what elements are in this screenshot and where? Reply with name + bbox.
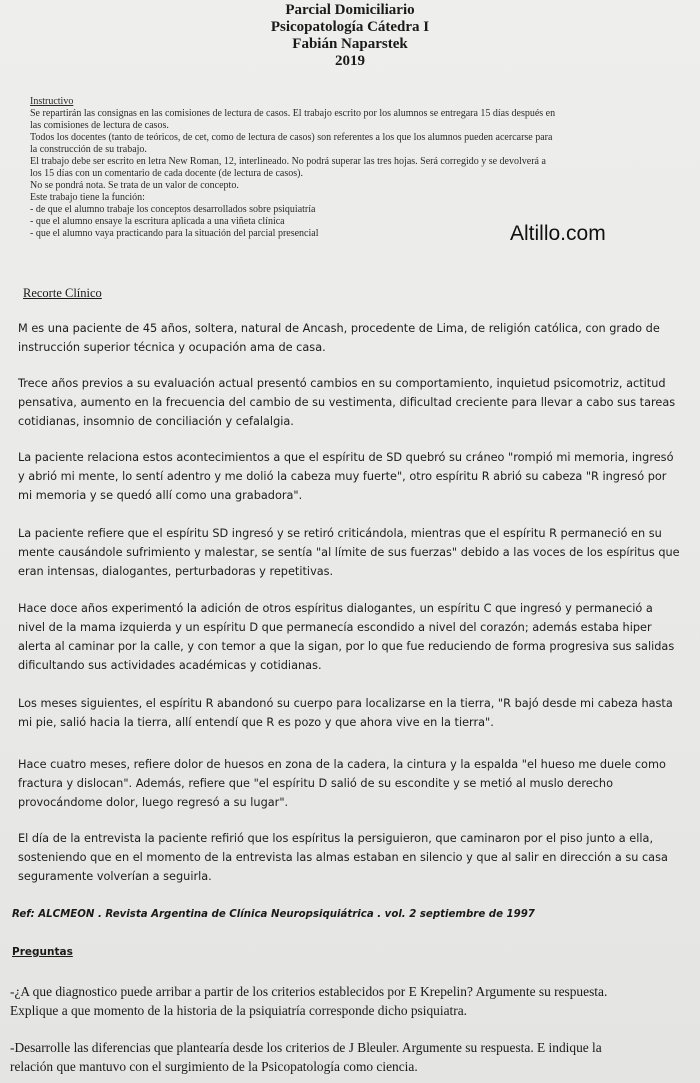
paragraph-line: pensativa, aumento en la frecuencia del cambio de su vestimenta, dificultad creciente para llevar a cabo sus tareas (18, 396, 676, 409)
watermark: Altillo.com (510, 222, 606, 245)
paragraph-line: alerta al caminar por la calle, y con temor a que la sigan, por lo que fue reduciendo de forma progresiva sus salidas (18, 640, 675, 653)
case-paragraph (18, 319, 683, 357)
paragraph-line: dificultando sus actividades académicas y cotidianas. (18, 659, 322, 672)
instructivo-line: No se pondrá nota. Se trata de un valor de concepto. (30, 180, 239, 191)
instructivo-section (30, 96, 685, 240)
instructivo-line: El trabajo debe ser escrito en letra New Roman, 12, interlineado. No podrá superar las tres hojas. Será corregido y se devolverá a (30, 156, 546, 167)
instructivo-line: las comisiones de lectura de casos. (30, 120, 169, 131)
instructivo-line: - de que el alumno trabaje los conceptos desarrollados sobre psiquiatría (30, 204, 316, 215)
paragraph-line: instrucción superior técnica y ocupación ama de casa. (18, 341, 326, 354)
instructivo-title: Instructivo (30, 96, 74, 107)
instructivo-line: - que el alumno vaya practicando para la situación del parcial presencial (30, 228, 319, 239)
case-paragraph (18, 755, 683, 812)
paragraph-line: Hace doce años experimentó la adición de otros espíritus dialogantes, un espíritu C que ingresó y permaneció a (18, 602, 653, 615)
paragraph-line: El día de la entrevista la paciente refirió que los espíritus la persiguieron, que caminaron por el piso junto a ella, (18, 832, 654, 845)
instructivo-line: Se repartirán las consignas en las comisiones de lectura de casos. El trabajo escrito por los alumnos se entregara 15 días después en (30, 108, 556, 119)
instructivo-line: Este trabajo tiene la función: (30, 192, 145, 203)
case-paragraph (18, 599, 683, 675)
paragraph-line: fractura y dislocan". Además, refiere que "el espíritu D salió de su escondite y se metió al muslo derecho (18, 777, 613, 790)
paragraph-line: Hace cuatro meses, refiere dolor de huesos en zona de la cadera, la cintura y la espalda "el hueso me duele como (18, 758, 666, 771)
paragraph-line: provocándome dolor, luego regresó a su lugar". (18, 796, 289, 809)
case-paragraph (18, 694, 683, 732)
preguntas-title: Preguntas (12, 946, 73, 958)
paragraph-line: eran intensas, dialogantes, perturbadoras y repetitivas. (18, 565, 334, 578)
paragraph-line: La paciente relaciona estos acontecimientos a que el espíritu de SD quebró su cráneo "rompió mi memoria, ingresó (18, 451, 674, 464)
header-subject: Psicopatología Cátedra I (270, 19, 430, 35)
case-paragraph (18, 448, 683, 505)
paragraph-line: y abrió mi mente, lo sentí adentro y me dolió la cabeza muy fuerte", otro espíritu R abrió su cabeza "R ingresó por (18, 470, 667, 483)
case-paragraph (18, 829, 683, 886)
question-item (10, 982, 694, 1020)
paragraph-line: nivel de la mama izquierda y un espíritu D que permanecía escondido a nivel del corazón; además estaba hiper (18, 621, 652, 634)
document-header (0, 2, 700, 70)
header-title: Parcial Domiciliario (285, 2, 415, 18)
paragraph-line: sosteniendo que en el momento de la entrevista las almas estaban en silencio y que al salir en dirección a su casa (18, 851, 668, 864)
instructivo-line: Todos los docentes (tanto de teóricos, de cet, como de lectura de casos) son referentes a los que los alumnos pueden acercarse para (30, 132, 553, 143)
question-line: -¿A que diagnostico puede arribar a partir de los criterios establecidos por E Krepelin? Argumente su respuesta. (10, 984, 608, 999)
instructivo-line: los 15 días con un comentario de cada docente (de lectura de casos). (30, 168, 303, 179)
reference-citation: Ref: ALCMEON . Revista Argentina de Clínica Neuropsiquiátrica . vol. 2 septiembre de 1997 (12, 909, 535, 920)
paragraph-line: mi pie, salió hacia la tierra, allí entendí que R es pozo y que ahora vive en la tierra". (18, 716, 494, 729)
question-item (10, 1038, 694, 1076)
question-line: relación que mantuvo con el surgimiento de la Psicopatología como ciencia. (10, 1059, 418, 1074)
case-paragraph (18, 374, 683, 431)
paragraph-line: Trece años previos a su evaluación actual presentó cambios en su comportamiento, inquietud psicomotriz, actitud (18, 377, 666, 390)
paragraph-line: cotidianas, insomnio de conciliación y cefalalgia. (18, 415, 294, 428)
paragraph-line: seguramente volverían a seguirla. (18, 870, 212, 883)
instructivo-line: - que el alumno ensaye la escritura aplicada a una viñeta clínica (30, 216, 285, 227)
instructivo-line: la construcción de su trabajo. (30, 144, 147, 155)
case-paragraph (18, 524, 683, 581)
recorte-clinico-title: Recorte Clínico (23, 286, 102, 300)
paragraph-line: Los meses siguientes, el espíritu R abandonó su cuerpo para localizarse en la tierra, "R bajó desde mi cabeza hasta (18, 697, 673, 710)
question-line: Explique a que momento de la historia de la psiquiatría corresponde dicho psiquiatra. (10, 1003, 468, 1018)
paragraph-line: mi memoria y se quedó allí como una grabadora". (18, 489, 303, 502)
header-professor: Fabián Naparstek (292, 36, 408, 52)
paragraph-line: La paciente refiere que el espíritu SD ingresó y se retiró criticándola, mientras que el espíritu R permaneció en su (18, 527, 662, 540)
header-year: 2019 (335, 53, 365, 69)
paragraph-line: mente causándole sufrimiento y malestar, se sentía "al límite de sus fuerzas" debido a las voces de los espíritus que (18, 546, 680, 559)
paragraph-line: M es una paciente de 45 años, soltera, natural de Ancash, procedente de Lima, de religión católica, con grado de (18, 322, 660, 335)
question-line: -Desarrolle las diferencias que plantearía desde los criterios de J Bleuler. Argumente su respuesta. E indique la (10, 1040, 602, 1055)
